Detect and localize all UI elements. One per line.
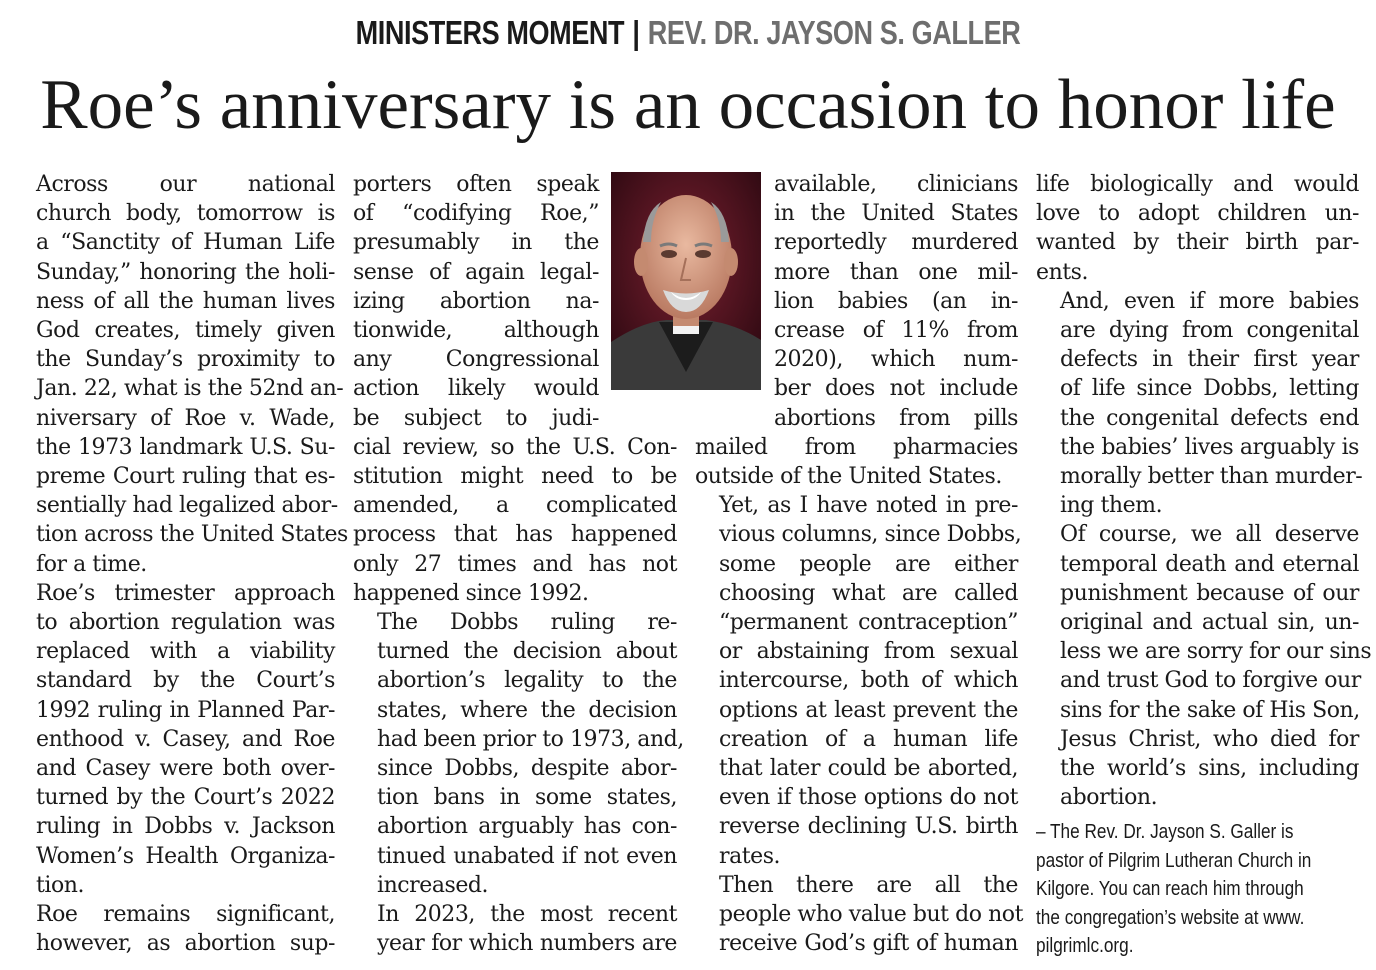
text-line: for a time. bbox=[36, 551, 147, 577]
paragraph bbox=[353, 170, 677, 608]
article-column-2 bbox=[353, 170, 684, 958]
text-line: reverse declining U.S. birth bbox=[719, 814, 1018, 840]
text-line: love to adopt children un- bbox=[1036, 201, 1359, 227]
text-line: the babies’ lives arguably is bbox=[1060, 434, 1359, 460]
text-line: ness of all the human lives bbox=[36, 288, 335, 314]
text-line: Roe remains significant, bbox=[36, 902, 335, 928]
text-line: standard by the Court’s bbox=[36, 668, 335, 694]
text-line: of life since Dobbs, letting bbox=[1060, 376, 1359, 402]
text-line: intercourse, both of which bbox=[719, 668, 1018, 694]
text-line: church body, tomorrow is bbox=[36, 201, 335, 227]
text-line: Then there are all the bbox=[719, 872, 1018, 898]
text-line: Yet, as I have noted in pre- bbox=[719, 493, 1018, 519]
text-line: however, as abortion sup- bbox=[36, 931, 335, 957]
text-line: sins for the sake of His Son, bbox=[1060, 697, 1360, 723]
text-line: enthood v. Casey, and Roe bbox=[36, 726, 335, 752]
text-line: reportedly murdered bbox=[774, 230, 1018, 256]
text-line: morally better than murder- bbox=[1060, 464, 1363, 490]
paragraph bbox=[12, 170, 348, 579]
text-line: the world’s sins, including bbox=[1060, 756, 1359, 782]
text-line: Of course, we all deserve bbox=[1060, 522, 1359, 548]
text-line: 2020), which num- bbox=[774, 347, 1018, 373]
text-line: that later could be aborted, bbox=[719, 756, 1018, 782]
article-column-1 bbox=[12, 170, 348, 958]
article-column-4 bbox=[1036, 170, 1372, 812]
text-line: Women’s Health Organiza- bbox=[36, 843, 335, 869]
text-line: 1992 ruling in Planned Par- bbox=[36, 697, 335, 723]
kicker-separator: | bbox=[632, 14, 640, 51]
text-line: a “Sanctity of Human Life bbox=[36, 230, 335, 256]
text-line: abortion’s legality to the bbox=[377, 668, 677, 694]
text-line: even if those options do not bbox=[719, 785, 1018, 811]
paragraph bbox=[353, 900, 677, 958]
text-line: to abortion regulation was bbox=[36, 610, 335, 636]
text-line: cial review, so the U.S. Con- bbox=[353, 434, 677, 460]
paragraph bbox=[12, 579, 335, 900]
text-line: turned by the Court’s 2022 bbox=[36, 785, 335, 811]
text-line: ruling in Dobbs v. Jackson bbox=[36, 814, 335, 840]
text-line: options at least prevent the bbox=[719, 697, 1018, 723]
author-note bbox=[1036, 818, 1359, 961]
author-note-line: pilgrimlc.org. bbox=[1036, 935, 1134, 957]
text-line: presumably in the bbox=[353, 230, 599, 256]
text-line: increased. bbox=[377, 872, 489, 898]
text-line: temporal death and eternal bbox=[1060, 551, 1359, 577]
text-line: abortion arguably has con- bbox=[377, 814, 677, 840]
text-line: sentially had legalized abor- bbox=[36, 493, 338, 519]
text-line: tion bans in some states, bbox=[377, 785, 677, 811]
text-line: action likely would bbox=[353, 376, 599, 402]
text-line: crease of 11% from bbox=[774, 318, 1018, 344]
text-line: some people are either bbox=[719, 551, 1018, 577]
text-line: happened since 1992. bbox=[353, 580, 589, 606]
text-line: more than one mil- bbox=[774, 259, 1018, 285]
text-line: tion. bbox=[36, 872, 85, 898]
text-line: original and actual sin, un- bbox=[1060, 610, 1359, 636]
text-line: of “codifying Roe,” bbox=[353, 201, 599, 227]
text-line: defects in their first year bbox=[1060, 347, 1359, 373]
article-column-3 bbox=[695, 170, 1023, 958]
text-line: had been prior to 1973, and, bbox=[377, 726, 684, 752]
paragraph bbox=[695, 170, 1018, 491]
text-line: people who value but do not bbox=[719, 902, 1023, 928]
text-line: The Dobbs ruling re- bbox=[377, 610, 677, 636]
text-line: be subject to judi- bbox=[353, 405, 599, 431]
text-line: tion across the United States bbox=[36, 522, 348, 548]
text-line: and Casey were both over- bbox=[36, 756, 335, 782]
text-line: turned the decision about bbox=[377, 639, 677, 665]
paragraph bbox=[1036, 287, 1363, 521]
text-line: rates. bbox=[719, 843, 781, 869]
text-line: In 2023, the most recent bbox=[377, 902, 677, 928]
text-line: receive God’s gift of human bbox=[719, 931, 1018, 957]
kicker-author: REV. DR. JAYSON S. GALLER bbox=[647, 14, 1021, 51]
text-line: tionwide, although bbox=[353, 318, 599, 344]
author-note-line: pastor of Pilgrim Lutheran Church in bbox=[1036, 849, 1312, 872]
text-line: wanted by their birth par- bbox=[1036, 230, 1359, 256]
text-line: niversary of Roe v. Wade, bbox=[36, 405, 335, 431]
text-line: Roe’s trimester approach bbox=[36, 580, 335, 606]
text-line: abortions from pills bbox=[774, 405, 1018, 431]
text-line: Jan. 22, what is the 52nd an- bbox=[36, 376, 344, 402]
text-line: the 1973 landmark U.S. Su- bbox=[36, 434, 335, 460]
text-line: process that has happened bbox=[353, 522, 677, 548]
text-line: only 27 times and has not bbox=[353, 551, 677, 577]
text-line: ing them. bbox=[1060, 493, 1163, 519]
text-line: replaced with a viability bbox=[36, 639, 335, 665]
text-line: punishment because of our bbox=[1060, 580, 1359, 606]
text-line: and trust God to forgive our bbox=[1060, 668, 1361, 694]
text-line: “permanent contraception” bbox=[719, 610, 1018, 636]
text-line: in the United States bbox=[774, 201, 1018, 227]
text-line: any Congressional bbox=[353, 347, 599, 373]
text-line: Jesus Christ, who died for bbox=[1060, 726, 1359, 752]
text-line: sense of again legal- bbox=[353, 259, 599, 285]
text-line: vious columns, since Dobbs, bbox=[719, 522, 1022, 548]
text-line: choosing what are called bbox=[719, 580, 1018, 606]
paragraph bbox=[1036, 520, 1372, 812]
article-headline: Roe’s anniversary is an occasion to honor life bbox=[40, 66, 1336, 144]
text-line: since Dobbs, despite abor- bbox=[377, 756, 677, 782]
author-note-line: the congregation’s website at www. bbox=[1036, 906, 1305, 929]
paragraph bbox=[353, 608, 684, 900]
text-line: And, even if more babies bbox=[1060, 288, 1359, 314]
text-line: Across our national bbox=[36, 172, 335, 197]
paragraph bbox=[1036, 170, 1359, 287]
text-line: tinued unabated if not even bbox=[377, 843, 677, 869]
text-line: amended, a complicated bbox=[353, 493, 677, 519]
text-line: outside of the United States. bbox=[695, 464, 1002, 490]
text-line: states, where the decision bbox=[377, 697, 677, 723]
text-line: ber does not include bbox=[774, 376, 1018, 402]
text-line: available, clinicians bbox=[774, 172, 1018, 197]
paragraph bbox=[695, 491, 1022, 871]
text-line: Sunday,” honoring the holi- bbox=[36, 259, 335, 285]
text-line: porters often speak bbox=[353, 172, 599, 197]
text-line: lion babies (an in- bbox=[774, 288, 1018, 314]
text-line: preme Court ruling that es- bbox=[36, 464, 335, 490]
paragraph bbox=[12, 900, 335, 958]
section-kicker bbox=[124, 14, 1252, 52]
text-line: the congenital defects end bbox=[1060, 405, 1359, 431]
text-line: less we are sorry for our sins bbox=[1060, 639, 1372, 665]
author-note-line: Kilgore. You can reach him through bbox=[1036, 878, 1304, 900]
text-line: year for which numbers are bbox=[377, 931, 677, 957]
text-line: ents. bbox=[1036, 259, 1089, 285]
section-label: MINISTERS MOMENT bbox=[355, 14, 625, 51]
text-line: stitution might need to be bbox=[353, 464, 677, 490]
text-line: mailed from pharmacies bbox=[695, 434, 1018, 460]
text-line: life biologically and would bbox=[1036, 172, 1359, 197]
text-line: abortion. bbox=[1060, 785, 1158, 811]
text-line: the Sunday’s proximity to bbox=[36, 347, 335, 373]
text-line: are dying from congenital bbox=[1060, 318, 1359, 344]
text-line: creation of a human life bbox=[719, 726, 1018, 752]
text-line: God creates, timely given bbox=[36, 318, 335, 344]
text-line: izing abortion na- bbox=[353, 288, 599, 314]
author-note-line: – The Rev. Dr. Jayson S. Galler is bbox=[1036, 821, 1294, 843]
text-line: or abstaining from sexual bbox=[719, 639, 1018, 665]
paragraph bbox=[695, 871, 1023, 959]
